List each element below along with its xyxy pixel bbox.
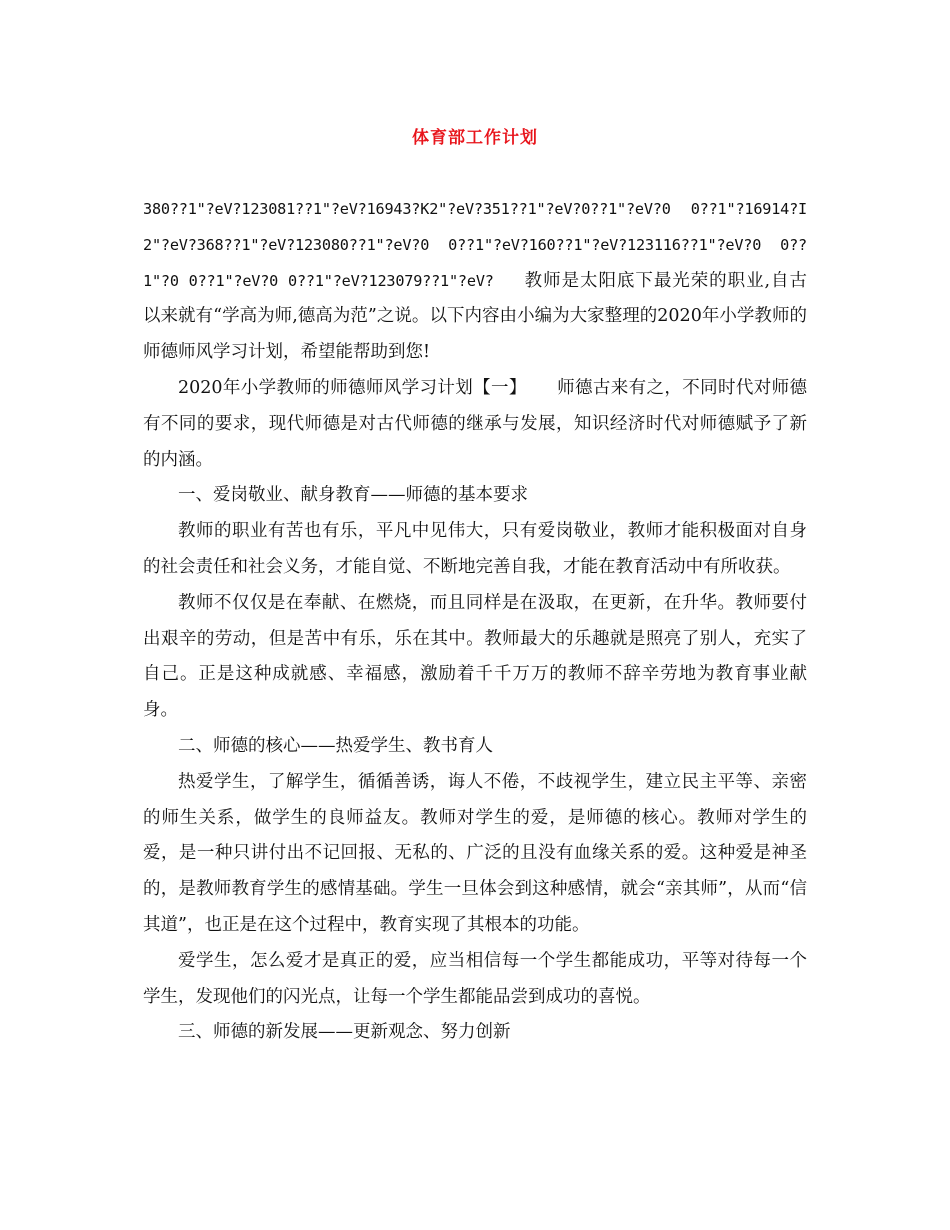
intro-paragraph: [143, 192, 807, 371]
section-2-heading: 二、师德的核心——热爱学生、教书育人: [178, 735, 493, 756]
document-title: 体育部工作计划: [412, 128, 538, 148]
plan-intro-text: 师德古来有之，不同时代对师德有不同的要求，现代师德是对古代师德的继承与发展，知识经济时代对师德赋予了新的内涵。: [143, 377, 807, 470]
section-2-paragraph-2: 爱学生，怎么爱才是真正的爱，应当相信每一个学生都能成功，平等对待每一个学生，发现他们的闪光点，让每一个学生都能品尝到成功的喜悦。: [143, 950, 807, 1007]
document-body: [143, 192, 807, 1051]
section-2-paragraph-1: 热爱学生，了解学生，循循善诱，诲人不倦，不歧视学生，建立民主平等、亲密的师生关系，做学生的良师益友。教师对学生的爱，是师德的核心。教师对学生的爱，是一种只讲付出不记回报、无私的、广泛的且没有血缘关系的爱。这种爱是神圣的，是教师教育学生的感情基础。学生一旦体会到这种感情，就会“亲其师”，从而“信其道”，也正是在这个过程中，教育实现了其根本的功能。: [143, 771, 807, 935]
section-1-paragraph-2: 教师不仅仅是在奉献、在燃烧，而且同样是在汲取，在更新，在升华。教师要付出艰辛的劳动，但是苦中有乐，乐在其中。教师最大的乐趣就是照亮了别人，充实了自己。正是这种成就感、幸福感，激励着千千万万的教师不辞辛劳地为教育事业献身。: [143, 592, 807, 721]
section-3-heading: 三、师德的新发展——更新观念、努力创新: [178, 1022, 511, 1043]
plan-heading: 2020年小学教师的师德师风学习计划【一】: [178, 377, 527, 398]
garbled-encoding-text: 380??1"?eV?123081??1"?eV?16943?K2"?eV?351??1"?eV?0??1"?eV?0 0??1"?16914?I2"?eV?368??1"?eV?123080??1"?eV?0 0??1"?eV?160??1"?eV?123116??1"?eV?0 0??1"?0 0??1"?eV?0 0??1"?eV?123079??1"?eV?: [143, 200, 807, 290]
intro-text: 教师是太阳底下最光荣的职业,自古以来就有“学高为师,德高为范”之说。以下内容由小编为大家整理的2020年小学教师的师德师风学习计划，希望能帮助到您!: [143, 270, 808, 363]
plan-intro-paragraph: [143, 371, 807, 478]
section-1-paragraph-1: 教师的职业有苦也有乐，平凡中见伟大，只有爱岗敬业，教师才能积极面对自身的社会责任和社会义务，才能自觉、不断地完善自我，才能在教育活动中有所收获。: [143, 521, 807, 577]
section-1-heading: 一、爱岗敬业、献身教育——师德的基本要求: [178, 485, 528, 506]
